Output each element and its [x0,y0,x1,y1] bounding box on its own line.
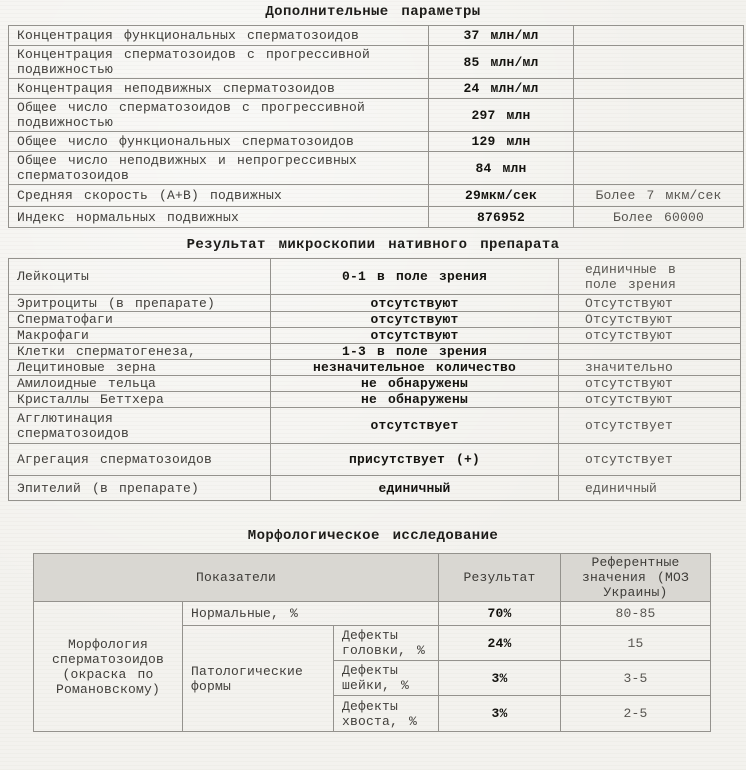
param-reference: Отсутствуют [559,312,741,328]
table-row [9,312,741,328]
group-label-text: Морфология сперматозоидов (окраска по Романовскому) [51,636,165,697]
param-result: 70% [439,602,561,626]
param-name [9,408,271,444]
reference-text: единичные в поле зрения [585,261,677,292]
param-reference: отсутствует [559,444,741,476]
table-row [9,295,741,312]
section-title-morphology: Морфологическое исследование [247,528,499,544]
header-reference-text: Референтные значения (МОЗ Украины) [582,555,690,600]
param-name: Лецитиновые зерна [9,360,271,376]
param-value: 24 млн/мл [429,79,574,99]
param-name: Средняя скорость (А+В) подвижных [9,185,429,207]
param-name: Концентрация функциональных сперматозоидов [9,26,429,46]
microscopy-table [8,258,741,501]
additional-params-table [8,25,744,228]
param-value: отсутствуют [271,295,559,312]
param-name: Дефекты шейки, % [334,661,439,696]
param-name-text: Агглютинация сперматозоидов [17,410,130,441]
table-row [9,152,744,185]
param-name: Амилоидные тельца [9,376,271,392]
table-row [9,408,741,444]
param-name: Эпителий (в препарате) [9,476,271,501]
param-value: 297 млн [429,99,574,132]
table-row [9,392,741,408]
section-title-microscopy: Результат микроскопии нативного препарата [186,237,560,253]
param-reference: отсутствуют [559,328,741,344]
param-name: Агрегация сперматозоидов [9,444,271,476]
param-name: Дефекты хвоста, % [334,696,439,732]
param-value: незначительное количество [271,360,559,376]
param-result: 24% [439,626,561,661]
param-reference [574,79,744,99]
section-title-additional-params: Дополнительные параметры [265,4,481,20]
param-reference: 80-85 [561,602,711,626]
table-row [9,79,744,99]
param-value: 29мкм/сек [429,185,574,207]
param-name: Дефекты головки, % [334,626,439,661]
param-reference: Более 60000 [574,207,744,228]
param-value: присутствует (+) [271,444,559,476]
table-row [9,185,744,207]
param-name: Макрофаги [9,328,271,344]
table-row [9,99,744,132]
param-result: 3% [439,696,561,732]
table-row [34,602,711,626]
param-reference [559,259,741,295]
param-result: 3% [439,661,561,696]
param-name: Концентрация сперматозоидов с прогрессивной подвижностью [9,46,429,79]
param-name: Индекс нормальных подвижных [9,207,429,228]
param-value: 0-1 в поле зрения [271,259,559,295]
param-reference: значительно [559,360,741,376]
param-reference [559,344,741,360]
param-reference: отсутствуют [559,376,741,392]
header-indicators: Показатели [34,554,439,602]
param-name: Кристаллы Беттхера [9,392,271,408]
param-reference [574,152,744,185]
param-reference: единичный [559,476,741,501]
param-value: не обнаружены [271,392,559,408]
table-row [9,476,741,501]
param-name: Общее число сперматозоидов с прогрессивной подвижностью [9,99,429,132]
param-reference: Отсутствуют [559,295,741,312]
table-row [9,444,741,476]
table-row [9,26,744,46]
param-value: отсутствует [271,408,559,444]
param-reference: отсутствует [559,408,741,444]
table-header-row [34,554,711,602]
header-result: Результат [439,554,561,602]
param-name: Нормальные, % [183,602,439,626]
group-label [34,602,183,732]
table-row [9,344,741,360]
param-reference [574,132,744,152]
param-value: 37 млн/мл [429,26,574,46]
table-row [9,376,741,392]
param-reference [574,46,744,79]
param-reference: Более 7 мкм/сек [574,185,744,207]
param-value: не обнаружены [271,376,559,392]
subgroup-label: Патологические формы [183,626,334,732]
param-value: 1-3 в поле зрения [271,344,559,360]
param-name: Лейкоциты [9,259,271,295]
param-value: 876952 [429,207,574,228]
table-row [9,132,744,152]
param-value: отсутствуют [271,328,559,344]
param-name: Общее число функциональных сперматозоидов [9,132,429,152]
param-reference: 2-5 [561,696,711,732]
table-row [9,207,744,228]
param-name: Общее число неподвижных и непрогрессивных сперматозоидов [9,152,429,185]
param-reference: 3-5 [561,661,711,696]
param-value: отсутствуют [271,312,559,328]
param-value: 85 млн/мл [429,46,574,79]
table-row [9,259,741,295]
param-reference: 15 [561,626,711,661]
param-value: 129 млн [429,132,574,152]
param-name: Концентрация неподвижных сперматозоидов [9,79,429,99]
header-reference [561,554,711,602]
param-reference [574,26,744,46]
param-reference [574,99,744,132]
param-name: Эритроциты (в препарате) [9,295,271,312]
table-row [9,328,741,344]
table-row [9,360,741,376]
param-value: единичный [271,476,559,501]
param-name: Сперматофаги [9,312,271,328]
param-value: 84 млн [429,152,574,185]
param-name: Клетки сперматогенеза, [9,344,271,360]
table-row [9,46,744,79]
param-reference: отсутствуют [559,392,741,408]
morphology-table [33,553,711,732]
